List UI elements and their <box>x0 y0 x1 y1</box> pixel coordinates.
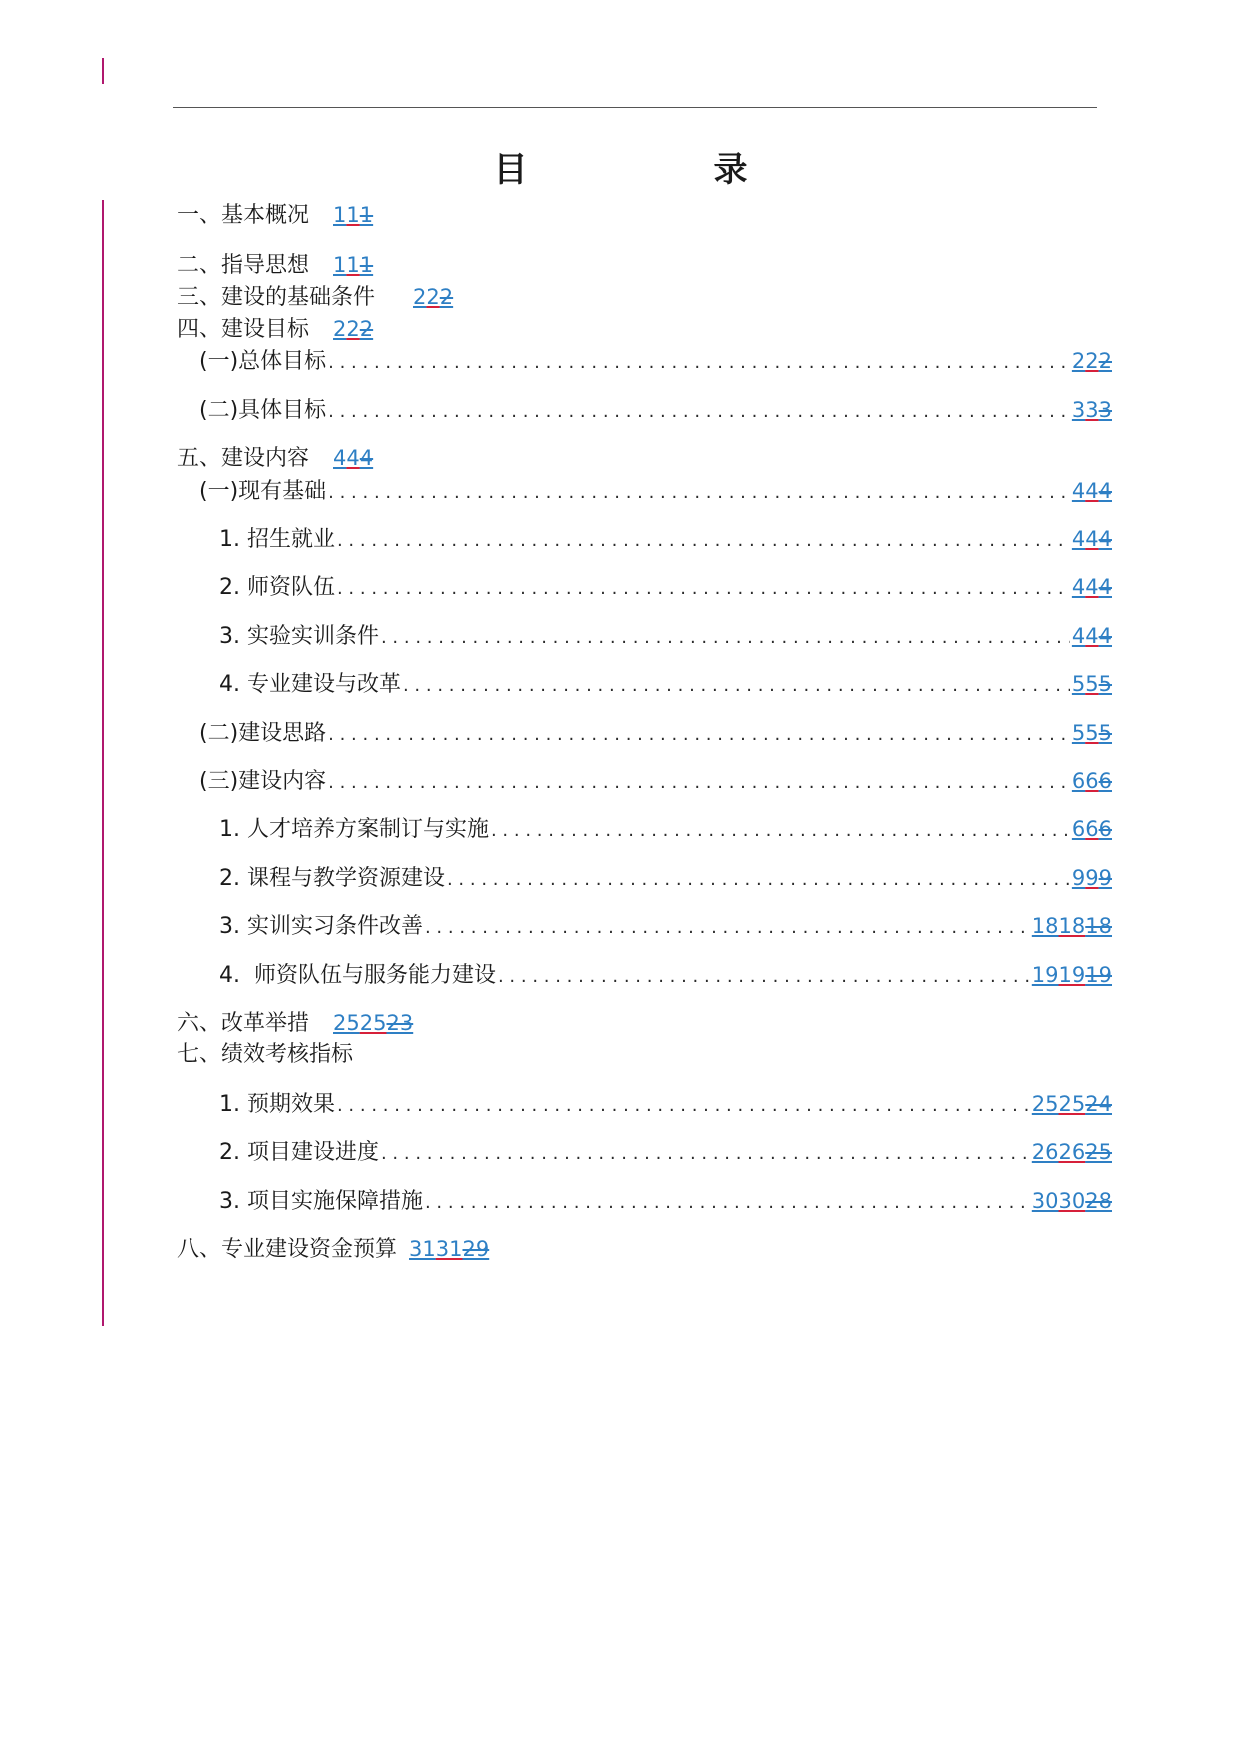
page-number[interactable]: 111 <box>333 203 374 227</box>
toc-entry[interactable]: 3. 实验实训条件 . . . 444 <box>219 621 1112 651</box>
page-number[interactable]: 111 <box>333 253 374 277</box>
page-number[interactable]: 303028 <box>1031 1189 1112 1213</box>
toc-entry[interactable]: (二)建设思路 . . . 555 <box>199 718 1112 748</box>
dot-leader <box>425 1188 1030 1218</box>
toc-entry[interactable]: 三、建设的基础条件 222 <box>177 285 454 310</box>
dot-leader <box>447 865 1070 895</box>
toc-entry[interactable]: (二)具体目标 . . . 333 <box>199 395 1112 425</box>
toc-entry[interactable]: 1. 招生就业 . . . 444 <box>219 524 1112 554</box>
dot-leader <box>337 526 1070 556</box>
dot-leader <box>381 1139 1030 1169</box>
toc-entry[interactable]: 2. 课程与教学资源建设 . . . 999 <box>219 863 1112 893</box>
dot-leader <box>337 574 1070 604</box>
dot-leader <box>403 671 1070 701</box>
toc-entry[interactable]: 五、建设内容 444 <box>177 446 374 471</box>
toc-entry[interactable]: 4. 专业建设与改革 . . . 555 <box>219 669 1112 699</box>
toc-entry[interactable]: 1. 预期效果 . . . 252524 <box>219 1089 1112 1119</box>
page-number[interactable]: 222 <box>413 285 454 309</box>
toc-entry[interactable]: 1. 人才培养方案制订与实施 . . . 666 <box>219 814 1112 844</box>
page-number[interactable]: 444 <box>1071 527 1112 551</box>
page-number[interactable]: 252523 <box>333 1011 414 1035</box>
dot-leader <box>328 348 1070 378</box>
toc-entry[interactable]: 2. 项目建设进度 . . . 262625 <box>219 1137 1112 1167</box>
dot-leader <box>328 397 1070 427</box>
page-number[interactable]: 444 <box>1071 624 1112 648</box>
dot-leader <box>491 816 1070 846</box>
page-title: 目 录 <box>493 150 824 190</box>
page-number[interactable]: 555 <box>1071 672 1112 696</box>
toc-entry[interactable]: 四、建设目标 222 <box>177 317 374 342</box>
toc-entry[interactable]: 六、改革举措 252523 <box>177 1011 414 1036</box>
toc-entry[interactable]: (三)建设内容 . . . 666 <box>199 766 1112 796</box>
page-number[interactable]: 444 <box>333 446 374 470</box>
page-number[interactable]: 333 <box>1071 398 1112 422</box>
page-number[interactable]: 444 <box>1071 479 1112 503</box>
page-number[interactable]: 999 <box>1071 866 1112 890</box>
dot-leader <box>425 913 1030 943</box>
toc-entry[interactable]: 七、绩效考核指标 <box>177 1042 354 1067</box>
toc-entry[interactable]: 3. 实训实习条件改善 . . . 181818 <box>219 911 1112 941</box>
page-number[interactable]: 666 <box>1071 817 1112 841</box>
page-number[interactable]: 181818 <box>1031 914 1112 938</box>
toc-entry[interactable]: 八、专业建设资金预算 313129 <box>177 1237 490 1262</box>
page-number[interactable]: 666 <box>1071 769 1112 793</box>
page-number[interactable]: 555 <box>1071 721 1112 745</box>
dot-leader <box>381 623 1070 653</box>
page-number[interactable]: 191919 <box>1031 963 1112 987</box>
toc-entry[interactable]: (一)总体目标 . . . 222 <box>199 346 1112 376</box>
page-number[interactable]: 313129 <box>409 1237 490 1261</box>
page-number[interactable]: 252524 <box>1031 1092 1112 1116</box>
dot-leader <box>328 768 1070 798</box>
page-number[interactable]: 444 <box>1071 575 1112 599</box>
toc-entry[interactable]: 3. 项目实施保障措施 . . . 303028 <box>219 1186 1112 1216</box>
toc-entry[interactable]: 一、基本概况 111 <box>177 203 374 228</box>
dot-leader <box>498 962 1030 992</box>
page-number[interactable]: 222 <box>333 317 374 341</box>
dot-leader <box>328 720 1070 750</box>
toc-entry[interactable]: (一)现有基础 . . . 444 <box>199 476 1112 506</box>
page-number[interactable]: 222 <box>1071 349 1112 373</box>
dot-leader <box>337 1091 1030 1121</box>
toc-entry[interactable]: 4. 师资队伍与服务能力建设 . . . 191919 <box>219 960 1112 990</box>
toc-entry[interactable]: 2. 师资队伍 . . . 444 <box>219 572 1112 602</box>
page-number[interactable]: 262625 <box>1031 1140 1112 1164</box>
toc-entry[interactable]: 二、指导思想 111 <box>177 253 374 278</box>
dot-leader <box>328 478 1070 508</box>
